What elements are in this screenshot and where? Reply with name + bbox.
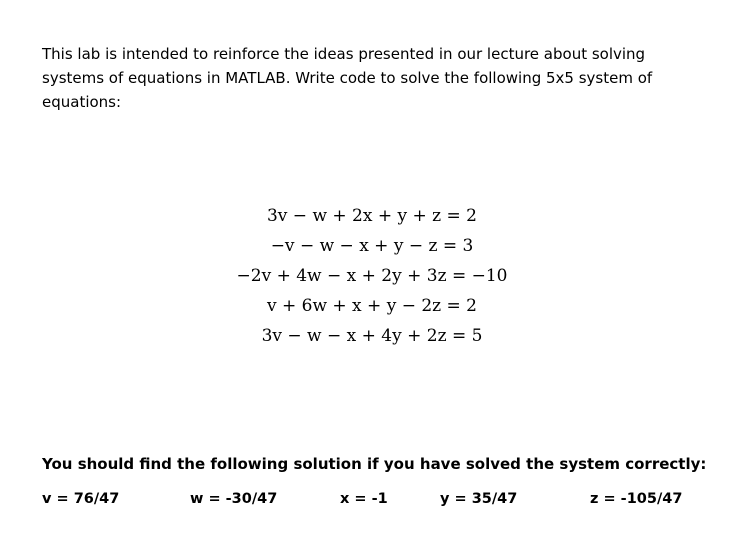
solution-z: z = -105/47 <box>590 491 683 507</box>
solution-y: y = 35/47 <box>440 491 518 507</box>
solution-w: w = -30/47 <box>190 491 278 507</box>
intro-line: systems of equations in MATLAB. Write code to solve the following 5x5 system of <box>42 69 653 87</box>
solution-values <box>0 491 748 513</box>
equation-5: 3v − w − x + 4y + 2z = 5 <box>261 326 483 346</box>
equation-3: −2v + 4w − x + 2y + 3z = −10 <box>236 266 508 286</box>
equation-1: 3v − w + 2x + y + z = 2 <box>266 206 477 226</box>
intro-line: This lab is intended to reinforce the ideas presented in our lecture about solving <box>42 45 646 63</box>
solution-heading: You should find the following solution if you have solved the system correctly: <box>42 455 707 473</box>
equation-system <box>0 201 748 351</box>
solution-v: v = 76/47 <box>42 491 120 507</box>
solution-x: x = -1 <box>340 491 388 507</box>
intro-paragraph <box>42 42 722 114</box>
equation-2: −v − w − x + y − z = 3 <box>270 236 474 256</box>
equation-4: v + 6w + x + y − 2z = 2 <box>266 296 477 316</box>
intro-line: equations: <box>42 93 122 111</box>
